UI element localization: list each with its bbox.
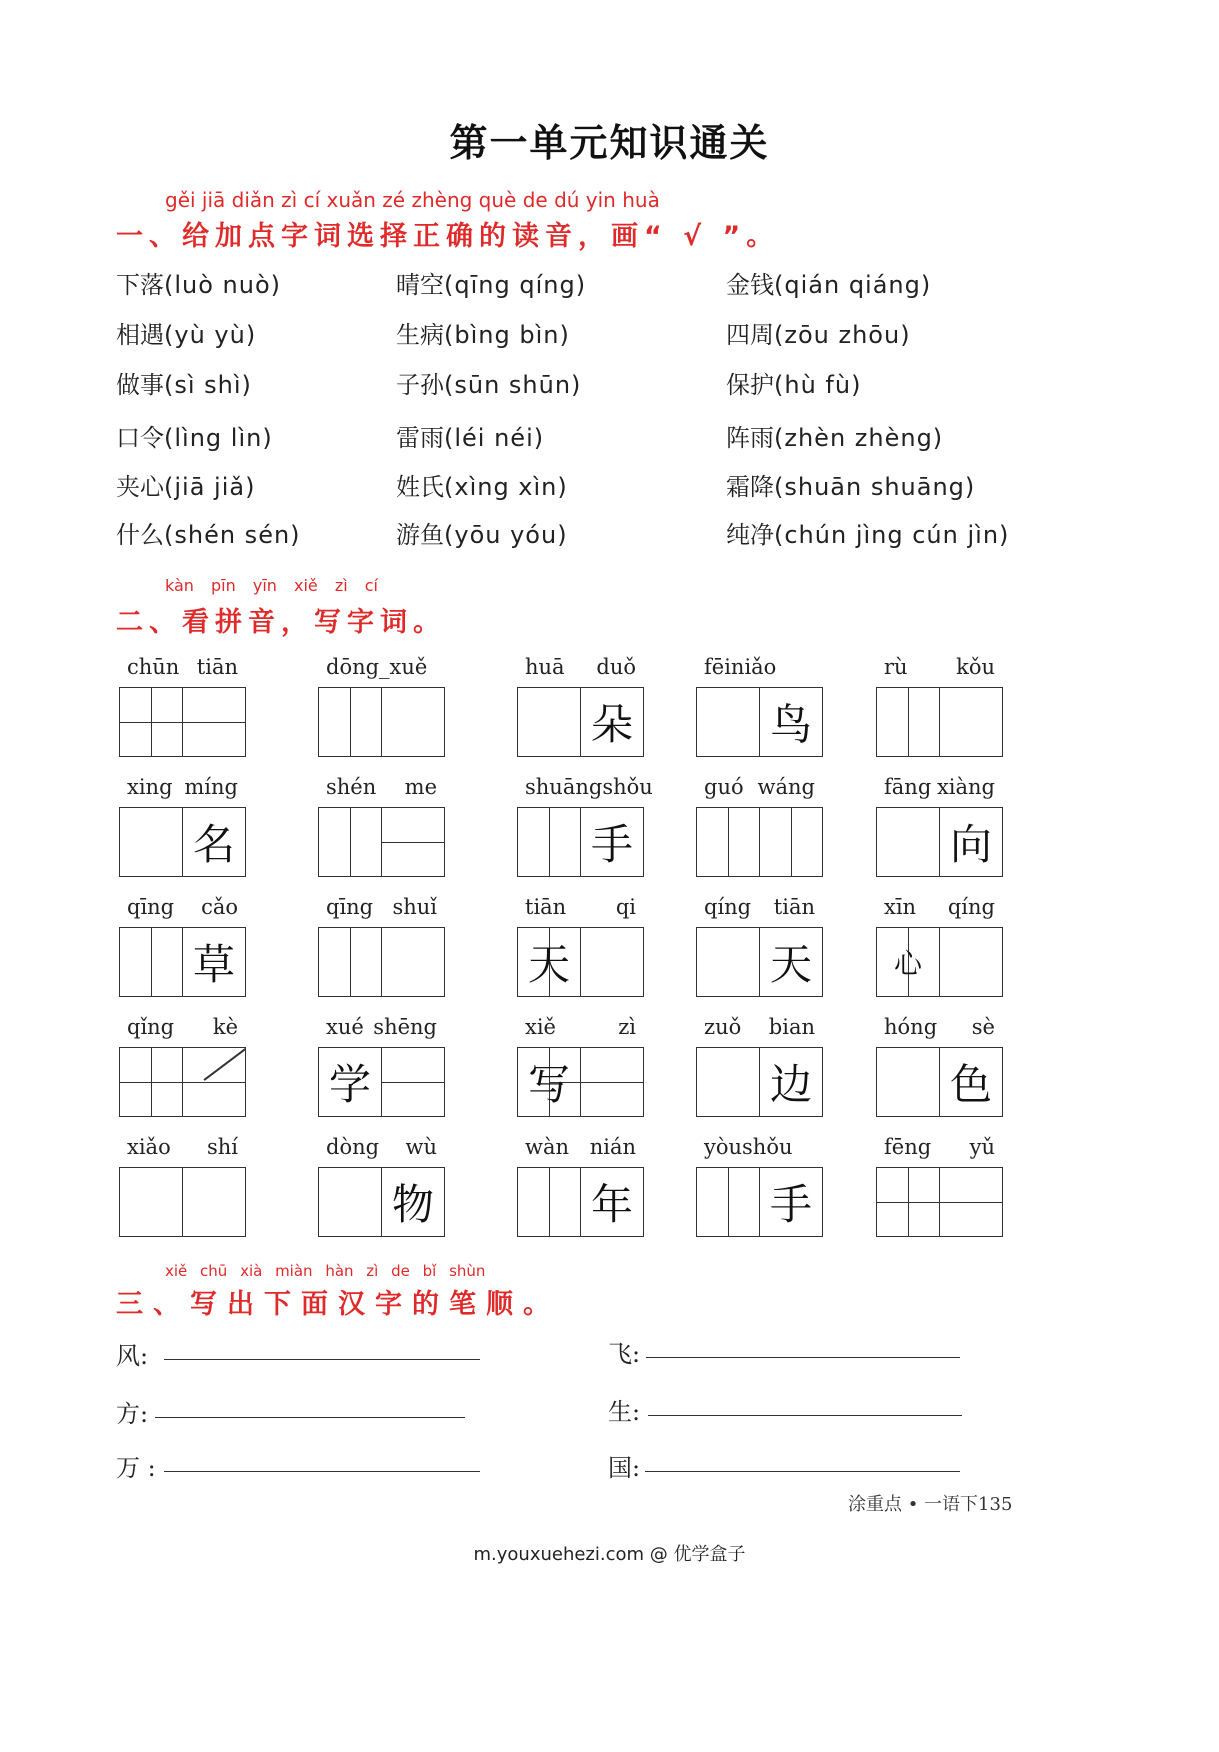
reading-item (396, 515, 568, 550)
writing-grid[interactable] (318, 927, 445, 997)
reading-word: 夹心 (116, 473, 164, 501)
given-character (183, 688, 245, 756)
writing-grid[interactable] (119, 687, 246, 757)
word-box (696, 895, 823, 997)
given-character (697, 928, 759, 996)
word-pinyin (876, 1135, 1003, 1163)
reading-item (116, 467, 255, 502)
source-watermark: m.youxuehezi.com @ 优学盒子 (473, 1544, 746, 1565)
section1-pinyin: gěi jiā diǎn zì cí xuǎn zé zhèng què de dú yin huà (165, 188, 660, 212)
reading-word: 姓氏 (396, 473, 444, 501)
pinyin-1: yòushǒu (704, 1135, 793, 1159)
pinyin-1: shuāngshǒu (525, 775, 653, 799)
writing-grid[interactable] (696, 687, 823, 757)
word-pinyin (517, 895, 644, 923)
word-pinyin (318, 895, 445, 923)
writing-grid[interactable] (517, 1047, 644, 1117)
word-pinyin (696, 895, 823, 923)
writing-grid[interactable] (876, 1167, 1003, 1237)
pinyin-2: duǒ (596, 655, 636, 679)
reading-options[interactable]: (shuān shuāng) (774, 473, 976, 501)
pinyin-1: chūn (127, 655, 180, 679)
given-character (581, 1048, 643, 1116)
pinyin-1: fēiniǎo (704, 655, 777, 679)
given-character (319, 928, 381, 996)
pinyin-1: rù (884, 655, 908, 679)
reading-item (726, 365, 861, 400)
pinyin-1: xiǎo (127, 1135, 171, 1159)
word-box (876, 655, 1003, 757)
stroke-order-answer-line[interactable] (646, 1356, 960, 1358)
given-character (120, 688, 182, 756)
pinyin-2: qíng (947, 895, 995, 919)
pinyin-1: qíng (704, 895, 752, 919)
word-box (119, 1015, 246, 1117)
given-character: 物 (391, 1180, 434, 1229)
word-pinyin (318, 775, 445, 803)
word-pinyin (696, 775, 823, 803)
stroke-order-answer-line[interactable] (164, 1470, 480, 1472)
given-character (382, 928, 444, 996)
writing-grid[interactable] (517, 1167, 644, 1237)
given-character (120, 1168, 182, 1236)
given-character (319, 1168, 381, 1236)
word-box (517, 655, 644, 757)
pinyin-1: hóng (884, 1015, 938, 1039)
given-character (697, 808, 759, 876)
word-box (119, 775, 246, 877)
writing-grid[interactable] (119, 927, 246, 997)
reading-word: 相遇 (116, 321, 164, 349)
page-number: 涂重点 • 一语下135 (848, 1494, 1013, 1515)
word-pinyin (696, 1135, 823, 1163)
stroke-order-label: 万 : (116, 1454, 156, 1482)
reading-item (396, 365, 581, 400)
given-character: 天 (769, 940, 812, 989)
pinyin-2: tiān (773, 895, 815, 919)
given-character: 鸟 (769, 700, 812, 749)
word-pinyin (696, 1015, 823, 1043)
reading-word: 保护 (726, 371, 774, 399)
reading-word: 子孙 (396, 371, 444, 399)
writing-grid[interactable] (318, 807, 445, 877)
section2-heading: 二、看拼音，写字词。 (116, 607, 446, 638)
reading-options[interactable]: (xìng xìn) (444, 473, 568, 501)
pinyin-2: míng (184, 775, 238, 799)
reading-word: 金钱 (726, 271, 774, 299)
word-pinyin (517, 1015, 644, 1043)
pinyin-2: me (404, 775, 437, 799)
stroke-order-answer-line[interactable] (645, 1470, 960, 1472)
word-box (119, 655, 246, 757)
given-character (877, 1168, 939, 1236)
given-character (877, 1048, 939, 1116)
pinyin-1: dōng_xuě (326, 655, 428, 679)
pinyin-2: yǔ (969, 1135, 995, 1159)
pinyin-1: guó (704, 775, 744, 799)
reading-item (116, 365, 252, 400)
word-box (119, 895, 246, 997)
writing-grid[interactable] (318, 687, 445, 757)
given-character: 学 (328, 1060, 371, 1109)
word-box (318, 895, 445, 997)
reading-word: 什么 (116, 521, 164, 549)
reading-options[interactable]: (qián qiáng) (774, 271, 932, 299)
reading-options[interactable]: (sì shì) (164, 371, 252, 399)
writing-grid[interactable] (876, 807, 1003, 877)
section3-heading: 三、写出下面汉字的笔顺。 (116, 1289, 560, 1320)
pinyin-1: qǐng (127, 1015, 175, 1039)
writing-grid[interactable] (876, 1047, 1003, 1117)
reading-word: 阵雨 (726, 424, 774, 452)
word-box (318, 655, 445, 757)
word-pinyin (876, 775, 1003, 803)
writing-grid[interactable] (696, 1047, 823, 1117)
writing-grid[interactable] (696, 1167, 823, 1237)
reading-word: 游鱼 (396, 521, 444, 549)
pinyin-2: bian (768, 1015, 815, 1039)
word-box (318, 1015, 445, 1117)
given-character (581, 928, 643, 996)
pinyin-1: xiě (525, 1015, 556, 1039)
writing-grid[interactable] (696, 807, 823, 877)
reading-word: 下落 (116, 271, 164, 299)
reading-word: 口令 (116, 424, 164, 452)
reading-options[interactable]: (yù yù) (164, 321, 257, 349)
given-character (697, 1048, 759, 1116)
writing-grid[interactable] (119, 1167, 246, 1237)
pinyin-2: kǒu (956, 655, 995, 679)
word-pinyin (318, 1135, 445, 1163)
reading-item (726, 467, 975, 502)
pinyin-2: shuǐ (392, 895, 437, 919)
reading-item (116, 265, 281, 300)
given-character (120, 808, 182, 876)
given-character: 向 (949, 820, 992, 869)
given-character: 天 (527, 940, 570, 989)
given-character (518, 1168, 580, 1236)
pinyin-1: dòng (326, 1135, 380, 1159)
given-character: 心 (893, 947, 922, 980)
pinyin-2: sè (971, 1015, 995, 1039)
word-box (876, 895, 1003, 997)
word-box (696, 1135, 823, 1237)
stroke-order-answer-line[interactable] (164, 1358, 480, 1360)
word-box (517, 775, 653, 877)
pinyin-1: tiān (525, 895, 567, 919)
reading-options[interactable]: (zōu zhōu) (774, 321, 911, 349)
writing-grid[interactable] (318, 1167, 445, 1237)
word-pinyin (517, 1135, 644, 1163)
given-character: 手 (769, 1180, 812, 1229)
pinyin-1: shén (326, 775, 377, 799)
reading-item (726, 315, 911, 350)
section3-pinyin: xiě chū xià miàn hàn zì de bǐ shùn (165, 1262, 486, 1280)
reading-item (396, 418, 544, 453)
reading-item (726, 515, 1009, 550)
stroke-order-label: 飞: (608, 1340, 641, 1368)
given-character: 手 (590, 820, 633, 869)
given-character: 朵 (590, 700, 633, 749)
given-character: 色 (949, 1060, 992, 1109)
word-pinyin (119, 1015, 246, 1043)
pinyin-1: xing (127, 775, 173, 799)
pinyin-2: shēng (373, 1015, 437, 1039)
reading-options[interactable]: (sūn shūn) (444, 371, 582, 399)
word-box (876, 1135, 1003, 1237)
pinyin-2: cǎo (201, 895, 238, 919)
pinyin-1: zuǒ (704, 1015, 742, 1039)
pinyin-2: xiàng (936, 775, 995, 799)
reading-item (116, 315, 256, 350)
given-character (518, 688, 580, 756)
given-character (183, 1048, 245, 1116)
reading-word: 四周 (726, 321, 774, 349)
pinyin-1: huā (525, 655, 565, 679)
reading-item (116, 515, 301, 550)
reading-word: 做事 (116, 371, 164, 399)
reading-word: 雷雨 (396, 424, 444, 452)
word-pinyin (696, 655, 823, 683)
given-character: 写 (527, 1060, 570, 1109)
word-box (119, 1135, 246, 1237)
given-character: 年 (590, 1180, 633, 1229)
given-character (319, 688, 381, 756)
pinyin-1: qīng (127, 895, 175, 919)
reading-word: 霜降 (726, 473, 774, 501)
given-character (518, 808, 580, 876)
given-character: 边 (769, 1060, 812, 1109)
word-pinyin (119, 775, 246, 803)
given-character (382, 688, 444, 756)
reading-item (726, 418, 943, 453)
given-character (183, 1168, 245, 1236)
given-character (940, 928, 1002, 996)
section1-heading: 一、给加点字词选择正确的读音，画“ √ ”。 (116, 221, 780, 252)
writing-grid[interactable] (696, 927, 823, 997)
pinyin-2: wù (405, 1135, 437, 1159)
reading-item (726, 265, 931, 300)
pinyin-2: tiān (196, 655, 238, 679)
reading-options[interactable]: (luò nuò) (164, 271, 282, 299)
reading-item (396, 467, 568, 502)
pinyin-2: nián (589, 1135, 636, 1159)
stroke-order-label: 国: (608, 1454, 641, 1482)
word-box (318, 1135, 445, 1237)
reading-item (396, 265, 586, 300)
word-box (696, 1015, 823, 1117)
pinyin-2: zì (618, 1015, 636, 1039)
pinyin-1: qīng (326, 895, 374, 919)
reading-options[interactable]: (qīng qíng) (444, 271, 587, 299)
given-character (319, 808, 381, 876)
writing-grid[interactable] (119, 1047, 246, 1117)
word-pinyin (119, 1135, 246, 1163)
pinyin-1: xīn (884, 895, 917, 919)
word-pinyin (876, 1015, 1003, 1043)
stroke-order-label: 生: (608, 1398, 641, 1426)
reading-options[interactable]: (zhèn zhèng) (774, 424, 944, 452)
word-pinyin (119, 655, 246, 683)
given-character (940, 1168, 1002, 1236)
writing-grid[interactable] (119, 807, 246, 877)
given-character: 草 (192, 940, 235, 989)
given-character (697, 1168, 759, 1236)
pinyin-2: kè (212, 1015, 238, 1039)
word-pinyin (517, 655, 644, 683)
word-pinyin (517, 775, 653, 803)
word-box (696, 775, 823, 877)
pinyin-2: wáng (757, 775, 815, 799)
stroke-order-answer-line[interactable] (155, 1416, 465, 1418)
reading-item (396, 315, 570, 350)
pinyin-2: qi (615, 895, 636, 919)
reading-options[interactable]: (bìng bìn) (444, 321, 570, 349)
word-pinyin (318, 1015, 445, 1043)
section2-pinyin: kàn pīn yīn xiě zì cí (165, 576, 378, 595)
word-box (318, 775, 445, 877)
writing-grid[interactable] (517, 687, 644, 757)
reading-options[interactable]: (hù fù) (774, 371, 862, 399)
word-pinyin (318, 655, 445, 683)
writing-grid[interactable] (876, 927, 1003, 997)
page-title: 第一单元知识通关 (449, 121, 770, 165)
given-character (120, 1048, 182, 1116)
reading-word: 纯净 (726, 521, 774, 549)
reading-options[interactable]: (lìng lìn) (164, 424, 273, 452)
word-box (517, 1135, 644, 1237)
given-character (697, 688, 759, 756)
writing-grid[interactable] (517, 927, 644, 997)
reading-word: 生病 (396, 321, 444, 349)
word-pinyin (876, 895, 1003, 923)
word-box (876, 1015, 1003, 1117)
writing-grid[interactable] (318, 1047, 445, 1117)
pinyin-1: wàn (525, 1135, 570, 1159)
reading-options[interactable]: (jiā jiǎ) (164, 473, 256, 501)
stroke-order-label: 方: (116, 1400, 149, 1428)
given-character (382, 808, 444, 876)
stroke-order-label: 风: (116, 1342, 149, 1370)
given-character (877, 808, 939, 876)
word-pinyin (876, 655, 1003, 683)
pinyin-1: xué (326, 1015, 364, 1039)
reading-item (116, 418, 273, 453)
word-box (517, 895, 644, 997)
word-box (517, 1015, 644, 1117)
given-character (760, 808, 822, 876)
reading-options[interactable]: (léi néi) (444, 424, 545, 452)
stroke-order-answer-line[interactable] (648, 1414, 962, 1416)
reading-word: 晴空 (396, 271, 444, 299)
reading-options[interactable]: (yōu yóu) (444, 521, 568, 549)
reading-options[interactable]: (chún jìng cún jìn) (774, 521, 1010, 549)
given-character (382, 1048, 444, 1116)
writing-grid[interactable] (876, 687, 1003, 757)
given-character (940, 688, 1002, 756)
given-character: 名 (192, 820, 235, 869)
writing-grid[interactable] (517, 807, 644, 877)
given-character (120, 928, 182, 996)
word-pinyin (119, 895, 246, 923)
given-character (877, 688, 939, 756)
pinyin-2: shí (206, 1135, 238, 1159)
pinyin-1: fēng (884, 1135, 932, 1159)
word-box (696, 655, 823, 757)
pinyin-1: fāng (884, 775, 932, 799)
word-box (876, 775, 1003, 877)
reading-options[interactable]: (shén sén) (164, 521, 301, 549)
